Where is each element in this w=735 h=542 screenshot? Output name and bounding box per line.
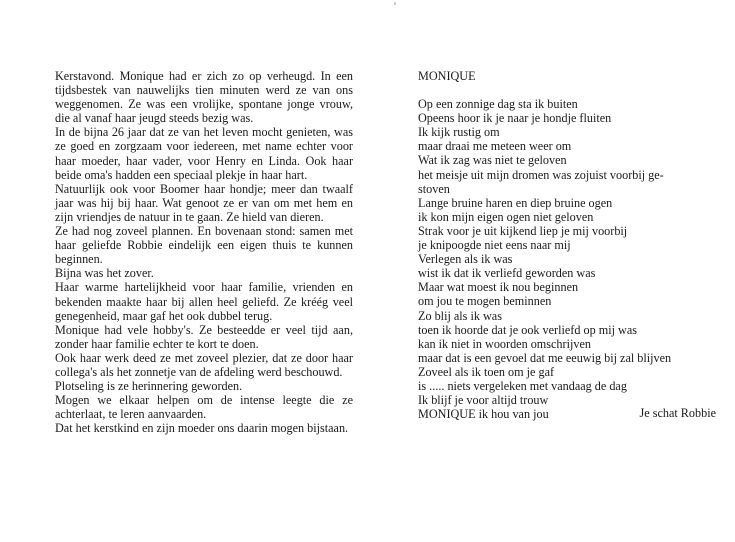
- poem-title: MONIQUE: [418, 69, 476, 83]
- poem-signature: Je schat Robbie: [639, 406, 716, 420]
- poem-line: is ..... niets vergeleken met vandaag de dag: [418, 378, 627, 393]
- print-mark: [394, 2, 396, 5]
- poem-line: stoven: [418, 181, 450, 196]
- poem-line: Ik blijf je voor altijd trouw: [418, 393, 549, 408]
- obituary-paragraph: Dat het kerstkind en zijn moeder ons daarin mogen bijstaan.: [55, 421, 349, 436]
- poem-line: Ik kijk rustig om: [418, 125, 500, 140]
- obituary-paragraph: Mogen we elkaar helpen om de intense leegte die ze achterlaat, te leren aanvaarden.: [55, 393, 353, 422]
- poem-line: om jou te mogen beminnen: [418, 294, 552, 309]
- obituary-paragraph: Natuurlijk ook voor Boomer haar hondje; meer dan twaalf jaar was hij bij haar. Wat genoot ze er van om met hem en zijn vriendjes de natuur in te gaan. Ze hield van dieren.: [55, 181, 353, 224]
- poem-line: Strak voor je uit kijkend liep je mij voorbij: [418, 223, 628, 238]
- obituary-paragraph: Haar warme hartelijkheid voor haar familie, vrienden en bekenden maakte haar bij allen heel geliefd. Ze kréég veel genegenheid, maar gaf het ook dubbel terug.: [55, 280, 353, 323]
- poem-line: Lange bruine haren en diep bruine ogen: [418, 195, 613, 210]
- obituary-paragraph: Ze had nog zoveel plannen. En bovenaan stond: samen met haar geliefde Robbie eindelijk een eigen thuis te kunnen beginnen.: [55, 224, 353, 267]
- obituary-paragraph: Bijna was het zover.: [55, 266, 154, 281]
- obituary-paragraph: In de bijna 26 jaar dat ze van het leven mocht genieten, was ze goed en zorgzaam voor iedereen, met name echter voor haar moeder, haar vader, voor Henry en Linda. Ook haar beide oma's hadden een speciaal plekje in haar hart.: [55, 125, 353, 182]
- obituary-paragraph: Kerstavond. Monique had er zich zo op verheugd. In een tijdsbestek van nauwelijks tien minuten werd ze van ons weggenomen. Ze was een vrolijke, spontane jonge vrouw, die al vanaf haar jeugd steeds bezig was.: [55, 69, 353, 126]
- poem: [418, 69, 718, 421]
- poem-line: Verlegen als ik was: [418, 252, 513, 267]
- obituary-paragraph: Monique had vele hobby's. Ze besteedde er veel tijd aan, zonder haar familie echter te kort te doen.: [55, 322, 353, 351]
- obituary-text: [55, 69, 353, 435]
- poem-line: Maar wat moest ik nou beginnen: [418, 280, 579, 295]
- poem-line: Wat ik zag was niet te geloven: [418, 153, 567, 168]
- obituary-paragraph: Plotseling is ze herinnering geworden.: [55, 379, 243, 394]
- poem-line: ik kon mijn eigen ogen niet geloven: [418, 209, 594, 224]
- poem-line: maar draai me meteen weer om: [418, 139, 572, 154]
- poem-line: Zo blij als ik was: [418, 308, 502, 323]
- poem-line: toen ik hoorde dat je ook verliefd op mij was: [418, 322, 637, 337]
- poem-line: MONIQUE ik hou van jou: [418, 407, 549, 422]
- poem-line: je knipoogde niet eens naar mij: [418, 238, 571, 253]
- poem-line: Op een zonnige dag sta ik buiten: [418, 97, 578, 112]
- poem-line: Zoveel als ik toen om je gaf: [418, 364, 555, 379]
- poem-line: maar dat is een gevoel dat me eeuwig bij zal blijven: [418, 350, 672, 365]
- poem-line: wist ik dat ik verliefd geworden was: [418, 266, 596, 281]
- poem-line: het meisje uit mijn dromen was zojuist voorbij ge-: [418, 167, 664, 182]
- poem-line: Opeens hoor ik je naar je hondje fluiten: [418, 111, 612, 126]
- obituary-paragraph: Ook haar werk deed ze met zoveel plezier, dat ze door haar collega's als het zonnetje van de afdeling werd beschouwd.: [55, 350, 353, 379]
- poem-line: kan ik niet in woorden omschrijven: [418, 336, 591, 351]
